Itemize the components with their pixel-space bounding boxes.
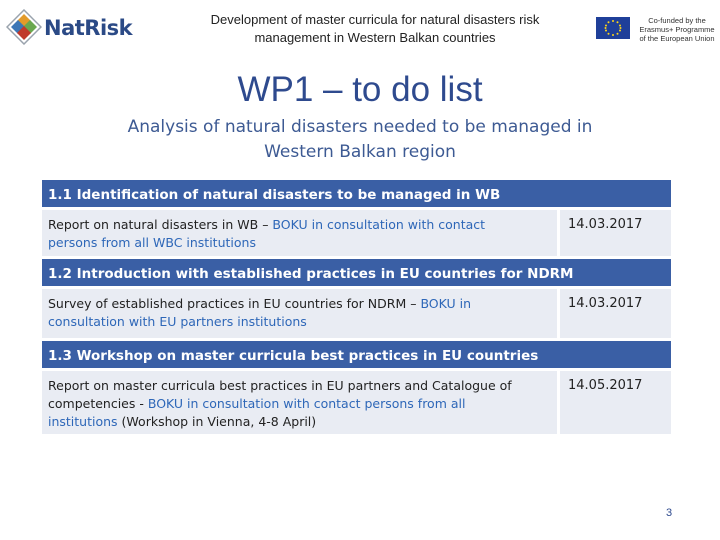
project-title-line1: Development of master curricula for natural disasters risk	[210, 12, 540, 27]
task-text-cont: competencies -	[48, 396, 148, 411]
table-row	[42, 210, 671, 259]
task-text: Report on master curricula best practices in EU partners and Catalogue of	[48, 378, 512, 393]
task-responsible-cont: institutions	[48, 414, 118, 429]
deadline-cell: 14.05.2017	[568, 378, 643, 393]
subtitle-line1: Analysis of natural disasters needed to be managed in	[127, 117, 593, 137]
deadline-cell: 14.03.2017	[568, 296, 643, 311]
task-responsible-cont: consultation with EU partners institutions	[48, 314, 307, 329]
eu-line2: Erasmus+ Programme	[639, 25, 715, 34]
project-header	[180, 11, 570, 47]
table-row	[42, 289, 671, 341]
page-number: 3	[666, 507, 673, 519]
section-heading-1-3: 1.3 Workshop on master curricula best practices in EU countries	[42, 341, 671, 371]
task-responsible: BOKU in consultation with contact persons from all	[147, 396, 466, 411]
table-row	[42, 371, 671, 437]
deadline-cell: 14.03.2017	[568, 217, 643, 232]
task-cell	[42, 289, 560, 338]
task-text: Survey of established practices in EU countries for NDRM –	[48, 296, 421, 311]
eu-line3: of the European Union	[639, 34, 715, 43]
task-responsible: BOKU in consultation with contact	[272, 217, 486, 232]
subtitle-line2: Western Balkan region	[264, 142, 456, 162]
todo-table	[42, 180, 671, 437]
eu-cofunding-text	[636, 16, 718, 43]
natrisk-logo	[4, 6, 133, 48]
section-heading-1-2: 1.2 Introduction with established practices in EU countries for NDRM	[42, 259, 671, 289]
task-cell	[42, 210, 560, 256]
task-note: (Workshop in Vienna, 4-8 April)	[117, 414, 317, 429]
natrisk-emblem-icon	[6, 9, 42, 45]
slide-title: WP1 – to do list	[237, 70, 483, 109]
task-responsible: BOKU in	[420, 296, 472, 311]
logo-text: NatRisk	[44, 16, 133, 40]
project-title-line2: management in Western Balkan countries	[254, 30, 496, 45]
slide-subtitle	[110, 115, 610, 165]
section-heading-1-1: 1.1 Identification of natural disasters to be managed in WB	[42, 180, 671, 210]
task-text: Report on natural disasters in WB –	[48, 217, 273, 232]
task-responsible-cont: persons from all WBC institutions	[48, 235, 256, 250]
eu-line1: Co-funded by the	[648, 16, 706, 25]
eu-flag-icon	[596, 17, 630, 39]
task-cell	[42, 371, 560, 434]
